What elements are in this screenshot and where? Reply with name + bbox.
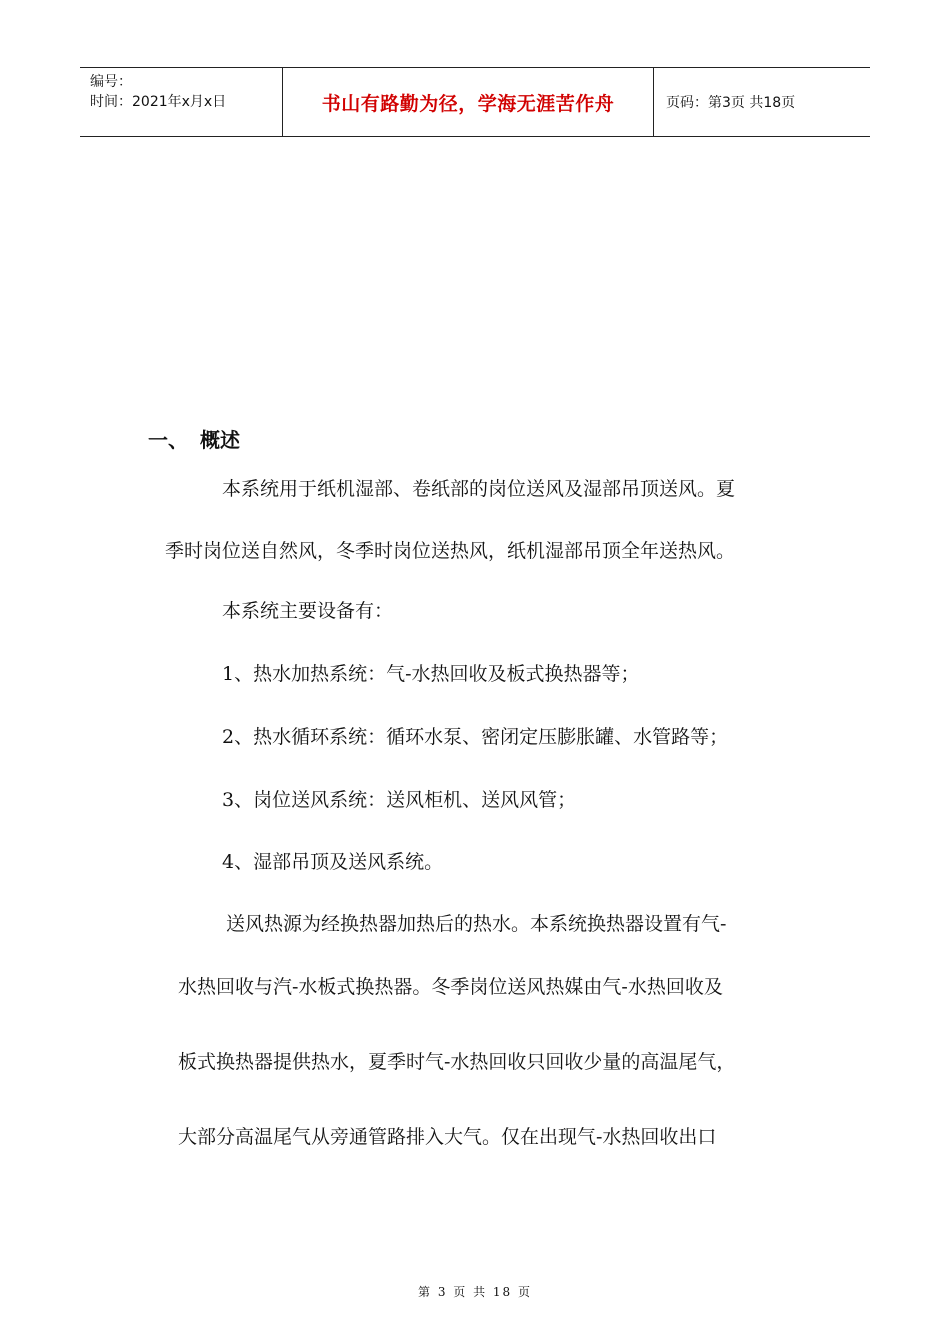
section-heading bbox=[148, 424, 240, 453]
body-line-4: 1、热水加热系统：气-水热回收及板式换热器等； bbox=[222, 663, 640, 685]
body-line-6: 3、岗位送风系统：送风柜机、送风风管； bbox=[222, 789, 577, 811]
header-table bbox=[80, 67, 870, 137]
body-line-5: 2、热水循环系统：循环水泵、密闭定压膨胀罐、水管路等； bbox=[222, 726, 729, 748]
motto-text: 书山有路勤为径，学海无涯苦作舟 bbox=[321, 92, 615, 115]
body-line-3: 本系统主要设备有： bbox=[222, 600, 394, 622]
section-number: 一、 bbox=[148, 428, 188, 452]
header-left-cell bbox=[80, 68, 282, 136]
header-page-cell bbox=[654, 68, 870, 136]
body-line-2: 季时岗位送自然风，冬季时岗位送热风，纸机湿部吊顶全年送热风。 bbox=[165, 540, 736, 562]
body-line-1: 本系统用于纸机湿部、卷纸部的岗位送风及湿部吊顶送风。夏 bbox=[222, 478, 736, 500]
body-line-9: 水热回收与汽-水板式换热器。冬季岗位送风热媒由气-水热回收及 bbox=[178, 976, 723, 998]
body-line-11: 大部分高温尾气从旁通管路排入大气。仅在出现气-水热回收出口 bbox=[178, 1126, 717, 1148]
date-label: 时间：2021年x月x日 bbox=[90, 94, 227, 110]
section-title: 概述 bbox=[200, 428, 240, 452]
body-line-8: 送风热源为经换热器加热后的热水。本系统换热器设置有气- bbox=[226, 913, 727, 935]
serial-label: 编号： bbox=[90, 74, 132, 90]
body-line-7: 4、湿部吊顶及送风系统。 bbox=[222, 851, 444, 873]
body-line-10: 板式换热器提供热水，夏季时气-水热回收只回收少量的高温尾气， bbox=[178, 1051, 736, 1073]
page-footer: 第 3 页 共 18 页 bbox=[418, 1285, 532, 1299]
page-info: 页码：第3页 共18页 bbox=[666, 95, 796, 111]
header-motto-cell bbox=[282, 68, 654, 136]
